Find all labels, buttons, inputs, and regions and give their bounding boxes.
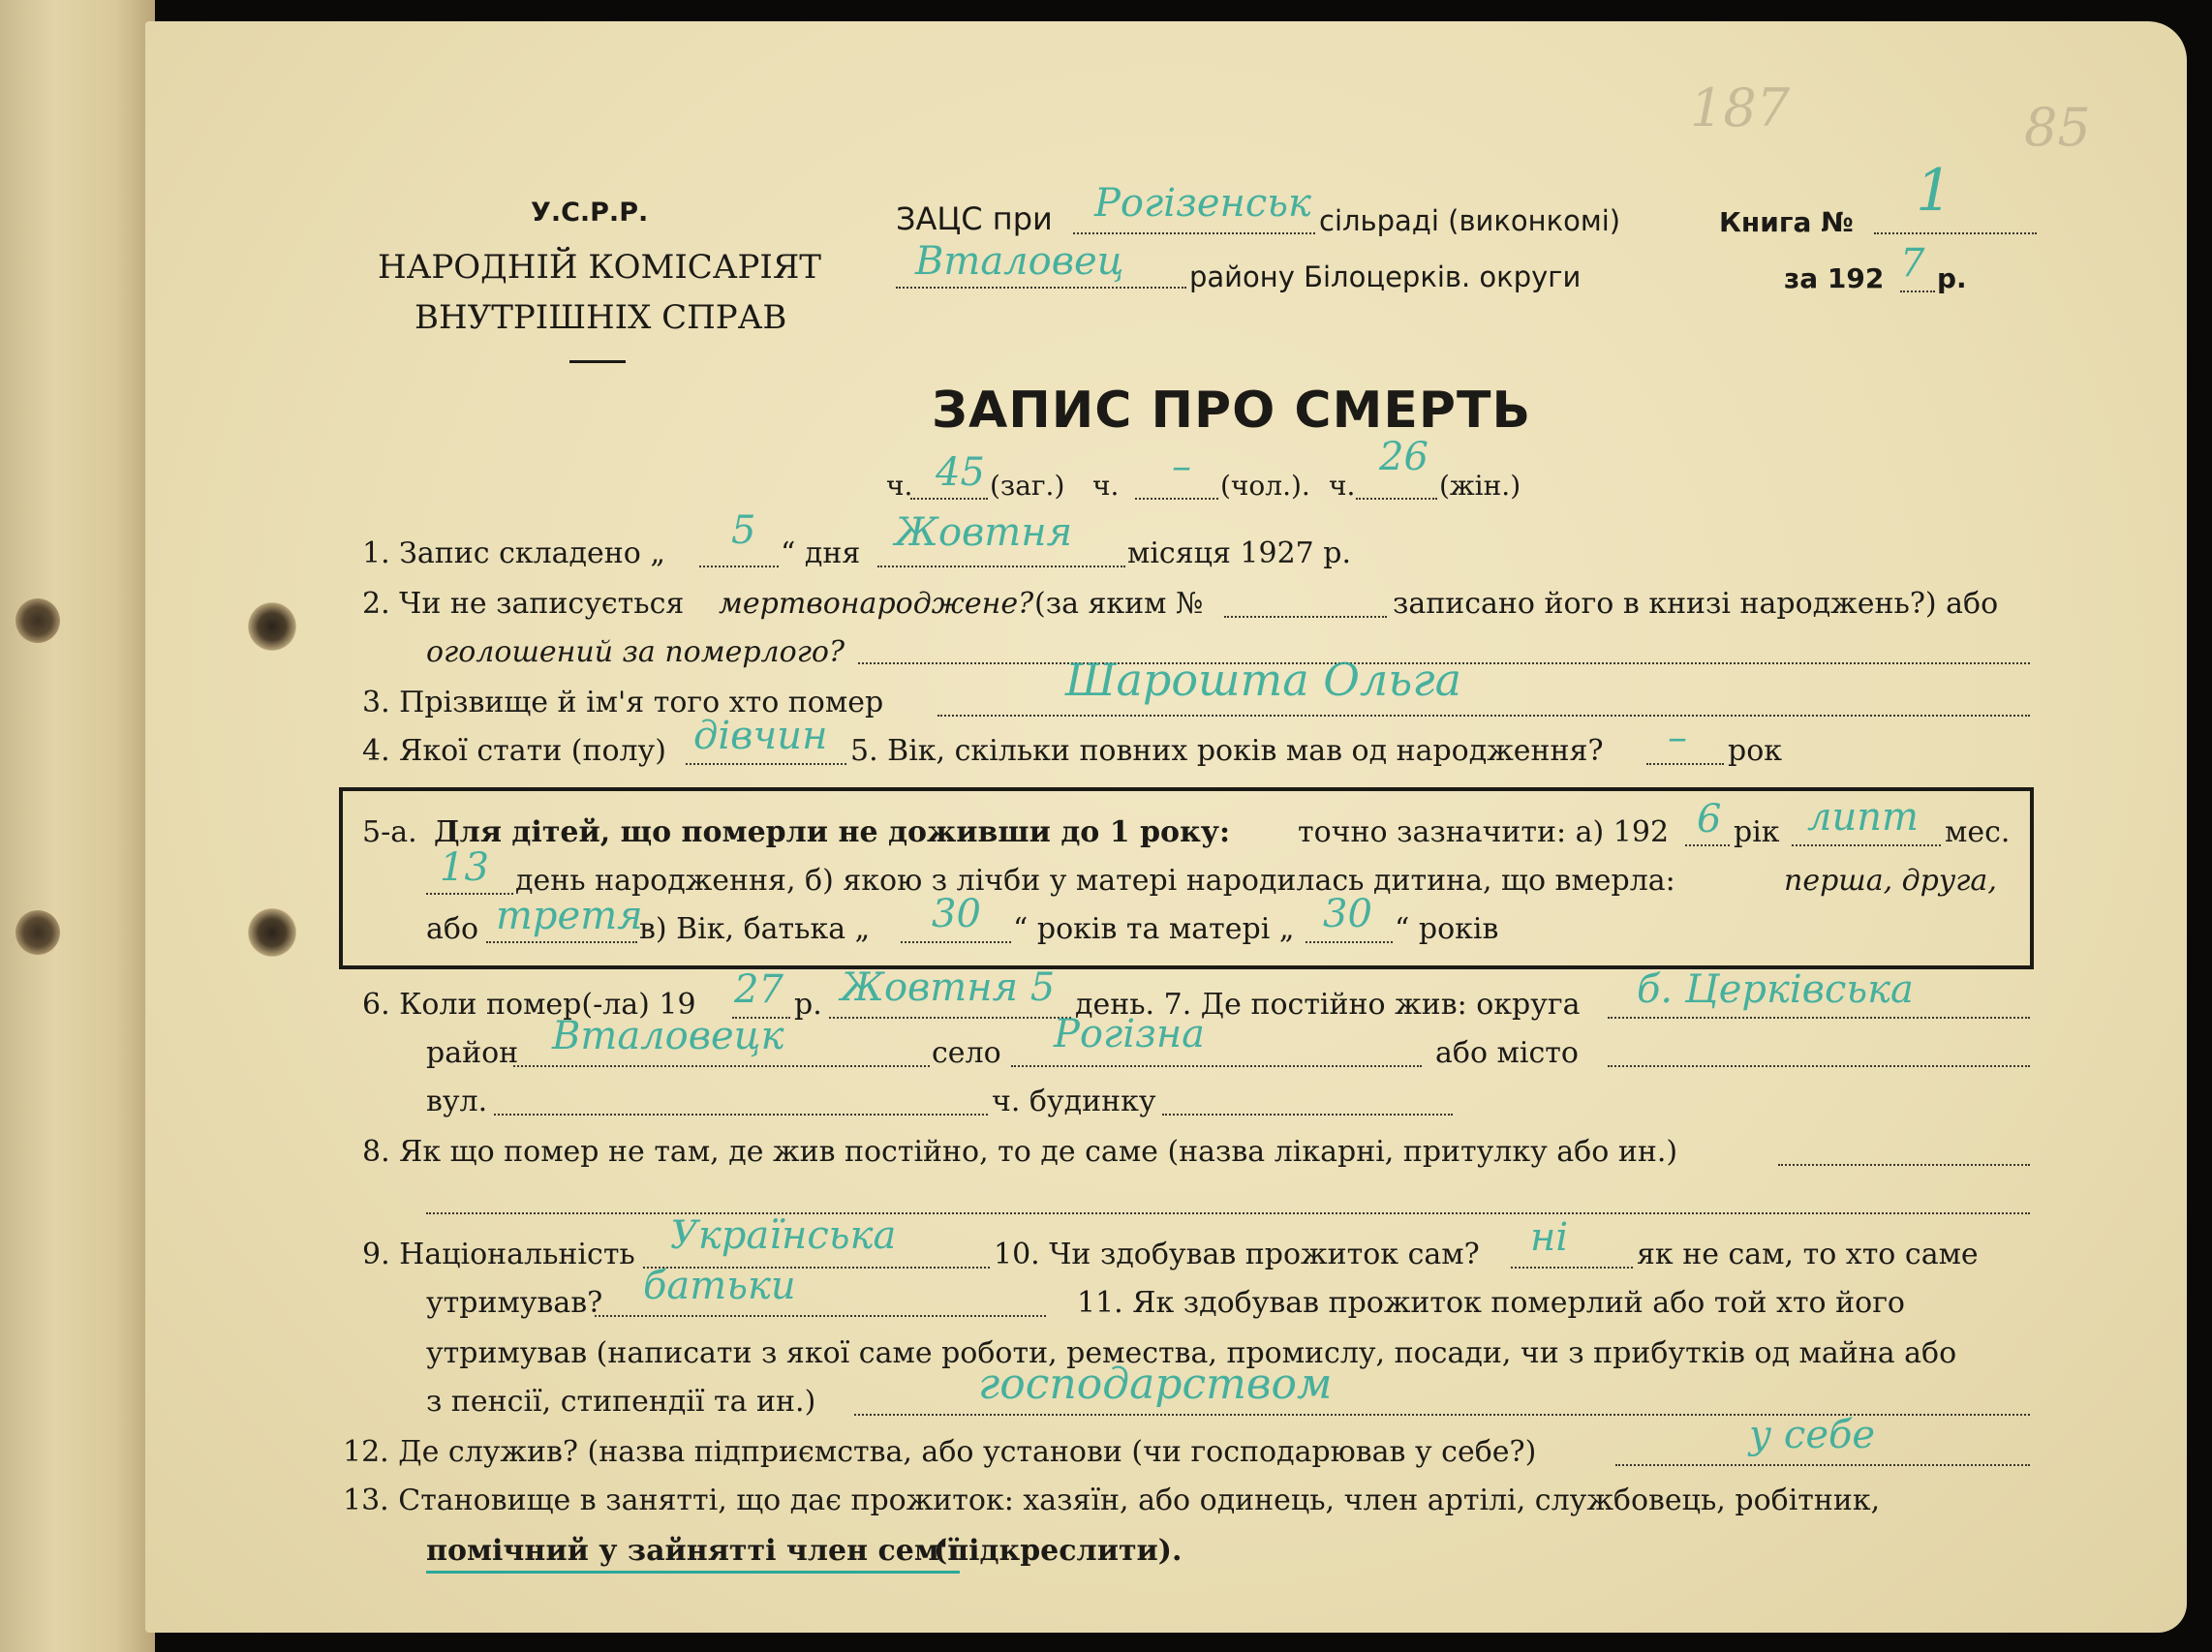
birth-order-value: третя [496,894,643,938]
birth-year-value: 6 [1697,797,1722,841]
line2-stillborn: мертвонароджене? [719,587,1034,621]
line13-label: 13. Становище в занятті, що дає прожиток: хазяїн, або одинець, член артілі, службовець, робітник, [343,1484,1881,1517]
line3-name-field [937,715,2030,717]
zags-prefix: ЗАЦС при [896,200,1053,237]
father-age-value: 30 [932,892,981,936]
line6-label8: ч. будинку [992,1085,1156,1118]
zhin-field [1356,498,1437,500]
line6-label2: р. [794,988,822,1022]
line4-age-field [1646,763,1724,765]
left-page [0,0,155,1652]
header-commissariat-line2: ВНУТРІШНІХ СПРАВ [415,298,787,337]
street-field [494,1114,988,1116]
line5a-label5: або [426,912,479,946]
death-date-value: Жовтня 5 [841,965,1056,1010]
line9-label2: 10. Чи здобував прожиток сам? [994,1238,1480,1271]
line2-declared-dead: оголошений за померлого? [426,635,845,669]
line1-day-field [699,566,779,567]
supporter-value: батьки [643,1264,796,1308]
line3-name-value: Шарошта Ольга [1065,654,1462,706]
line6-label: 6. Коли помер(-ла) 19 [362,988,696,1022]
binding-hole [248,908,296,957]
header-commissariat-line1: НАРОДНІЙ КОМІСАРІЯТ [378,248,821,287]
line6-label5: село [932,1036,1001,1070]
book-no-field [1874,232,2037,234]
rayon-value: Вталовец [915,239,1124,284]
line6-label7: вул. [426,1085,488,1118]
line8-label: 8. Як що помер не там, де жив постійно, то де саме (назва лікарні, притулку або ин.) [362,1135,1678,1169]
line9-label6: утримував (написати з якої саме роботи, ремества, промислу, посади, чи з прибутків од майна або [426,1336,1957,1370]
selo-value: Рогізна [1054,1012,1206,1056]
self-support-field [1511,1267,1633,1269]
line9-label7: з пенсії, стипендії та ин.) [426,1385,816,1419]
death-year-value: 27 [734,967,783,1012]
year-value: 7 [1900,241,1925,286]
line5a-label3: мес. [1945,815,2011,849]
rayon2-field [513,1065,930,1067]
line5a-order-options: перша, друга, [1784,864,1997,898]
book-no-value: 1 [1916,157,1953,225]
nationality-value: Українська [670,1213,897,1258]
line1-label: 1. Запис складено „ [362,536,665,570]
line6-label6: або місто [1435,1036,1579,1070]
birth-year-field [1685,844,1730,846]
year-field [1900,291,1935,292]
rayon-field [896,287,1186,289]
line2-label2: (за яким № [1034,587,1204,621]
zags-sovet-value: Рогізенськ [1094,181,1311,226]
birth-month-value: липт [1807,795,1919,840]
rayon-suffix: району Білоцерків. округи [1189,260,1582,293]
year-label: за 192 [1784,262,1885,294]
line4-label3: рок [1728,734,1783,768]
num-chol: (чол.). [1220,470,1310,502]
archive-pencil-number: 187 [1690,77,1791,138]
line2-label3: записано його в книзі народжень?) або [1393,587,1999,621]
served-value: у себе [1749,1413,1876,1457]
binding-hole [248,602,296,651]
binding-hole [15,910,60,955]
death-date-field [829,1017,1071,1019]
binding-hole [15,598,60,643]
line4-age-value: – [1668,716,1687,760]
zags-suffix: сільраді (виконкомі) [1319,204,1621,237]
mother-age-value: 30 [1323,892,1372,936]
document-title: ЗАПИС ПРО СМЕРТЬ [932,382,1532,440]
zhin-value: 26 [1379,435,1429,479]
line5a-label: точно зазначити: а) 192 [1298,815,1670,849]
line5a-label2: рік [1734,815,1780,849]
mother-age-field [1306,941,1393,943]
line1-month-field [877,566,1125,567]
line9-label4: утримував? [426,1286,603,1320]
selo-field [1011,1065,1422,1067]
line3-label: 3. Прізвище й ім'я того хто помер [362,686,884,719]
chol-value: – [1172,444,1191,489]
num-ch3: ч. [1329,470,1356,502]
line1-label2: “ дня [781,536,861,570]
book-label: Книга № [1719,206,1854,238]
birth-month-field [1792,844,1941,846]
num-ch2: ч. [1092,470,1120,502]
okruga-field [1608,1017,2030,1019]
line4-label2: 5. Вік, скільки повних років мав од народження? [850,734,1604,768]
line9-label3: як не сам, то хто саме [1637,1238,1979,1271]
occupation-value: господарством [978,1360,1333,1409]
line1-label3: місяця 1927 р. [1127,536,1352,570]
line5a-num: 5-а. [362,815,417,849]
rayon2-value: Вталовецк [552,1014,784,1058]
line6-label3: день. 7. Де постійно жив: округа [1075,988,1581,1022]
year-suffix: р. [1937,262,1967,294]
self-support-value: ні [1530,1215,1569,1260]
line9-label5: 11. Як здобував прожиток померлий або той хто його [1077,1286,1905,1320]
line4-label: 4. Якої стати (полу) [362,734,666,768]
line8-field-2 [426,1212,2030,1214]
zag-field [910,498,988,500]
line13-underlined-option: помічний у зайнятті член сем'ї [426,1534,960,1574]
num-zhin: (жін.) [1439,470,1521,502]
zags-sovet-field [1073,232,1315,234]
line9-label: 9. Національність [362,1238,635,1271]
line1-day-value: 5 [731,508,756,553]
header-divider [569,360,626,363]
archive-page-number: 85 [2024,97,2091,158]
supporter-field [595,1315,1046,1317]
line2-no-field [1224,616,1387,618]
line5a-heading: Для дітей, що померли не доживши до 1 року: [434,815,1231,849]
house-field [1162,1114,1453,1116]
line12-label: 12. Де служив? (назва підприємства, або установи (чи господарював у себе?) [343,1435,1537,1469]
header-ussr: У.С.Р.Р. [531,198,649,228]
line8-field [1778,1164,2030,1166]
line6-label4: район [426,1036,519,1070]
line13-label2: (підкреслити). [934,1534,1183,1568]
line5a-label4: день народження, б) якою з лічби у матері народилась дитина, що вмерла: [515,864,1675,898]
birth-order-field [486,941,637,943]
city-field [1608,1065,2030,1067]
line4-sex-value: дівчин [693,714,828,758]
father-age-field [901,941,1011,943]
zag-value: 45 [936,450,985,495]
birth-day-value: 13 [440,845,489,890]
line4-sex-field [686,763,846,765]
line1-month-value: Жовтня [895,510,1073,555]
line5a-label6: в) Вік, батька „ [639,912,871,946]
okruga-value: б. Церківська [1637,967,1914,1012]
num-zag: (заг.) [990,470,1065,502]
line5a-label7: “ років та матері „ [1013,912,1295,946]
num-ch1: ч. [886,470,913,502]
line2-label: 2. Чи не записується [362,587,685,621]
line5a-label8: “ років [1395,912,1499,946]
served-field [1615,1464,2030,1466]
chol-field [1135,498,1218,500]
